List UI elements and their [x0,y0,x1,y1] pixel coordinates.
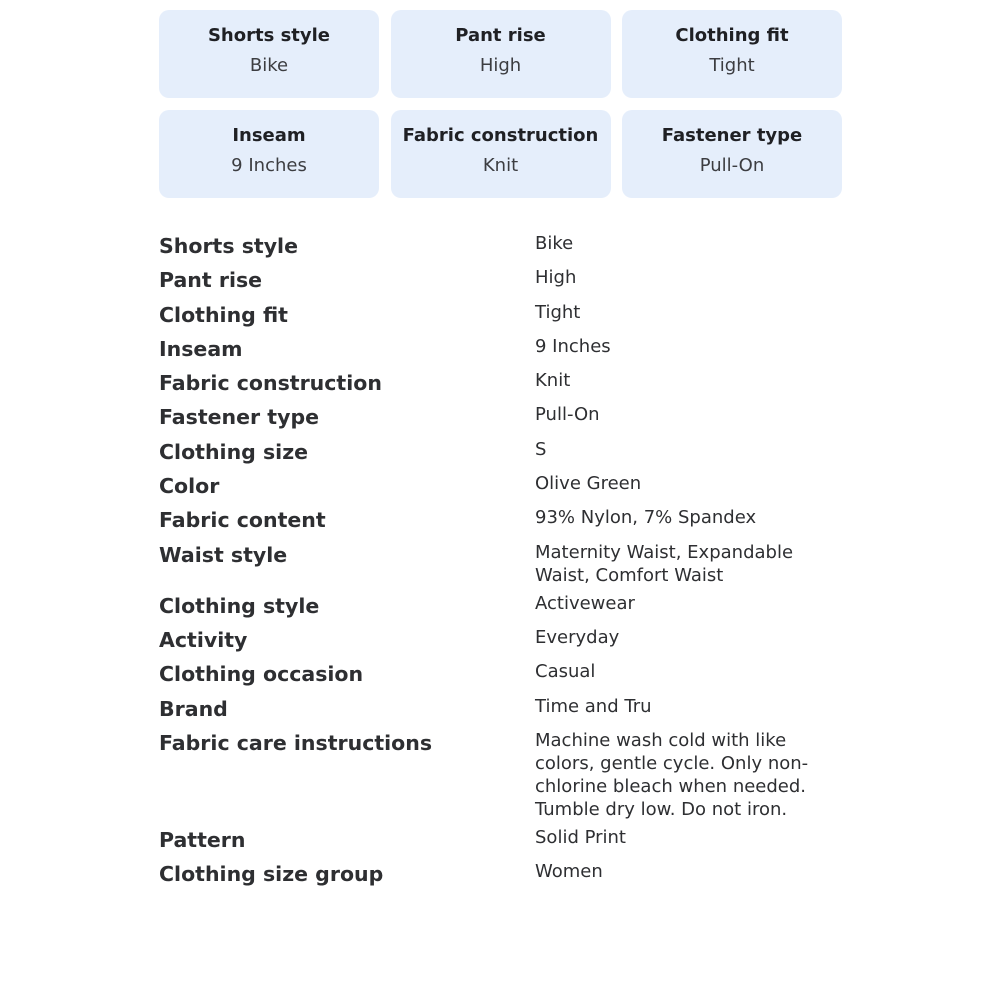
spec-row [159,538,859,589]
spec-value: Tight [535,301,581,323]
highlight-card-title: Pant rise [455,25,546,46]
spec-value: Solid Print [535,826,626,848]
highlight-card-fastener-type [622,110,842,198]
spec-label: Clothing occasion [159,662,364,687]
spec-value: Women [535,861,603,883]
spec-value: Olive Green [535,473,642,495]
spec-value: 93% Nylon, 7% Spandex [535,507,757,529]
spec-value: Machine wash cold with like colors, gentle cycle. Only non-chlorine bleach when needed. Tumble dry low. Do not iron. [535,729,809,820]
spec-value: 9 Inches [535,335,611,357]
spec-label: Clothing size [159,439,309,464]
spec-label: Fabric care instructions [159,730,433,755]
spec-value: Maternity Waist, Expandable Waist, Comfort Waist [535,541,794,586]
highlight-cards [159,10,842,198]
highlight-card-title: Inseam [232,125,306,146]
highlight-card-fabric-construction [391,110,611,198]
highlight-card-title: Shorts style [207,25,331,46]
spec-row [159,657,859,691]
spec-row [159,503,859,537]
highlight-card-shorts-style [159,10,379,98]
spec-row [159,469,859,503]
spec-row [159,857,859,891]
highlight-card-title: Clothing fit [675,25,789,46]
spec-value: Bike [535,233,574,254]
spec-label: Color [159,474,220,499]
highlight-card-value: Pull-On [699,155,765,176]
spec-value: Activewear [535,592,635,614]
spec-label: Inseam [159,336,243,361]
spec-label: Fabric content [159,508,326,533]
highlight-card-title: Fastener type [661,125,803,146]
spec-label: Pattern [159,827,246,852]
spec-row [159,726,859,823]
spec-row [159,435,859,469]
spec-row [159,366,859,400]
spec-value: S [535,438,547,460]
highlight-card-value: 9 Inches [231,155,307,176]
spec-label: Waist style [159,542,288,567]
spec-row [159,400,859,434]
spec-label: Clothing fit [159,302,288,327]
spec-row [159,589,859,623]
spec-row [159,298,859,332]
spec-label: Fastener type [159,405,320,430]
spec-label: Fabric construction [159,371,382,396]
spec-value: High [535,267,577,289]
highlight-card-value: Tight [709,55,755,76]
highlight-card-value: Knit [482,155,519,176]
highlight-card-clothing-fit [622,10,842,98]
highlight-card-title: Fabric construction [402,125,599,146]
spec-row [159,229,859,263]
spec-row [159,263,859,297]
spec-value: Casual [535,661,596,683]
spec-value: Pull-On [535,404,600,426]
highlight-card-value: Bike [249,55,289,76]
spec-value: Time and Tru [535,695,652,717]
spec-label: Clothing style [159,593,320,618]
highlight-card-inseam [159,110,379,198]
specifications-table [159,229,859,891]
highlight-card-pant-rise [391,10,611,98]
spec-value: Everyday [535,626,620,648]
highlight-card-value: High [479,55,522,76]
spec-row [159,823,859,857]
spec-label: Brand [159,696,228,721]
spec-row [159,332,859,366]
spec-label: Shorts style [159,234,298,258]
spec-row [159,623,859,657]
spec-label: Activity [159,627,248,652]
spec-label: Clothing size group [159,862,384,887]
spec-row [159,692,859,726]
spec-value: Knit [535,370,571,392]
spec-label: Pant rise [159,268,263,293]
